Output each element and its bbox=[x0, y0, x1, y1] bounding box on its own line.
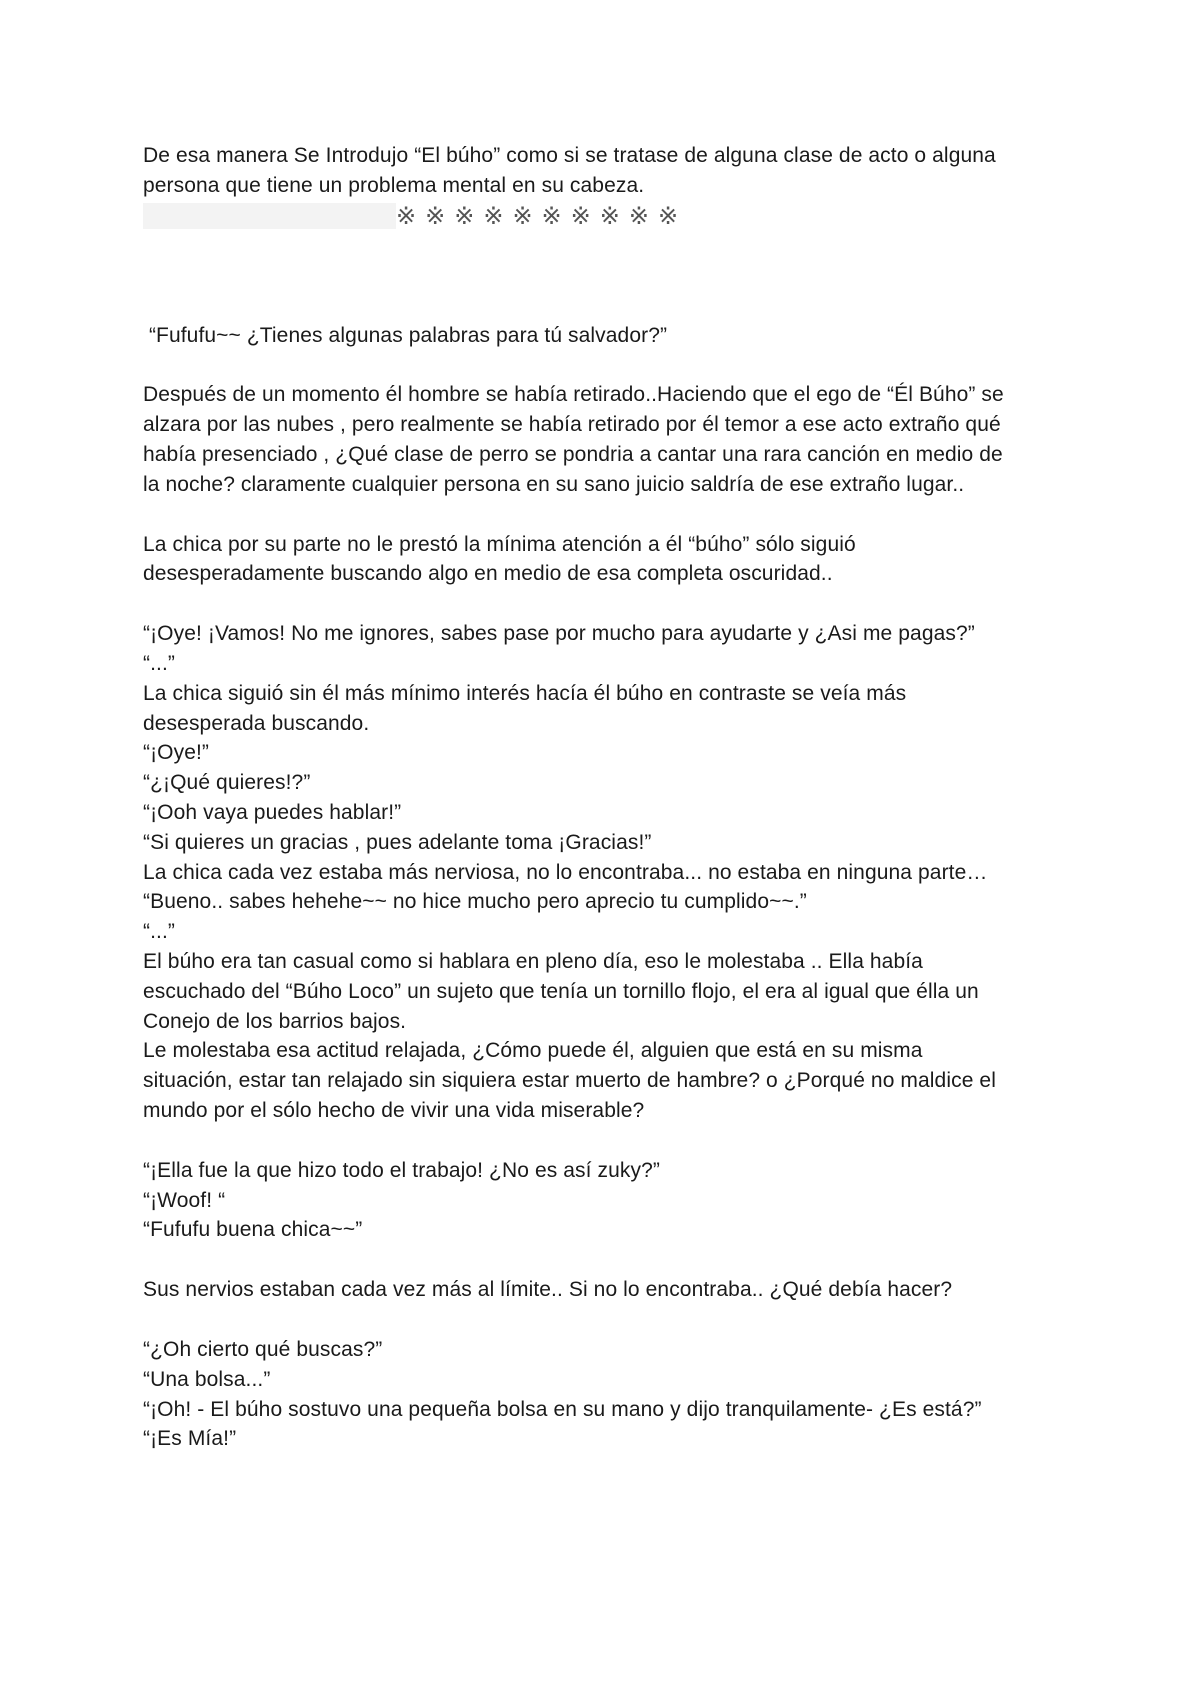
text-line: Le molestaba esa actitud relajada, ¿Cómo puede él, alguien que está en su misma bbox=[143, 1039, 923, 1063]
text-line: La chica por su parte no le prestó la mínima atención a él “búho” sólo siguió bbox=[143, 532, 856, 556]
text-line: alzara por las nubes , pero realmente se había retirado por él temor a ese acto extraño qué bbox=[143, 413, 1001, 437]
separator-highlight bbox=[143, 203, 396, 229]
text-line: “¿Oh cierto qué buscas?” bbox=[143, 1337, 383, 1361]
text-line: La chica cada vez estaba más nerviosa, no lo encontraba... no estaba en ninguna parte… bbox=[143, 860, 988, 884]
text-line: la noche? claramente cualquier persona en su sano juicio saldría de ese extraño lugar.. bbox=[143, 472, 965, 496]
scene-separator bbox=[143, 201, 1043, 231]
text-line: El búho era tan casual como si hablara en pleno día, eso le molestaba .. Ella había bbox=[143, 949, 923, 973]
text-line: situación, estar tan relajado sin siquiera estar muerto de hambre? o ¿Porqué no maldice el bbox=[143, 1069, 996, 1093]
separator-symbols: ※※※※※※※※※※ bbox=[396, 201, 688, 230]
text-line: “¡Oye!” bbox=[143, 741, 210, 765]
text-line: “¡Ella fue la que hizo todo el trabajo! ¿No es así zuky?” bbox=[143, 1158, 660, 1182]
text-line: “Fufufu~~ ¿Tienes algunas palabras para tú salvador?” bbox=[143, 323, 668, 347]
text-line: “¡Es Mía!” bbox=[143, 1427, 237, 1451]
text-line: La chica siguió sin él más mínimo interés hacía él búho en contraste se veía más bbox=[143, 681, 907, 705]
text-line: “Fufufu buena chica~~” bbox=[143, 1218, 363, 1242]
text-line: persona que tiene un problema mental en su cabeza. bbox=[143, 173, 645, 197]
text-line: “...” bbox=[143, 651, 175, 675]
text-line: “¿¡Qué quieres!?” bbox=[143, 771, 311, 795]
text-line: “¡Oye! ¡Vamos! No me ignores, sabes pase por mucho para ayudarte y ¿Asi me pagas?” bbox=[143, 622, 975, 646]
text-line: mundo por el sólo hecho de vivir una vida miserable? bbox=[143, 1098, 645, 1122]
text-line: “Si quieres un gracias , pues adelante toma ¡Gracias!” bbox=[143, 830, 652, 854]
text-line: había presenciado , ¿Qué clase de perro se pondria a cantar una rara canción en medio de bbox=[143, 442, 1003, 466]
text-line: Conejo de los barrios bajos. bbox=[143, 1009, 407, 1033]
text-line: “¡Woof! “ bbox=[143, 1188, 226, 1212]
text-line: “...” bbox=[143, 920, 175, 944]
text-line: desesperadamente buscando algo en medio de esa completa oscuridad.. bbox=[143, 562, 833, 586]
text-line: escuchado del “Búho Loco” un sujeto que tenía un tornillo flojo, el era al igual que élla un bbox=[143, 979, 979, 1003]
text-line: De esa manera Se Introdujo “El búho” como si se tratase de alguna clase de acto o alguna bbox=[143, 144, 996, 167]
text-line: desesperada buscando. bbox=[143, 711, 370, 735]
text-line: Sus nervios estaban cada vez más al límite.. Si no lo encontraba.. ¿Qué debía hacer? bbox=[143, 1278, 953, 1302]
document-body bbox=[143, 141, 1043, 1454]
text-line: “¡Oh! - El búho sostuvo una pequeña bolsa en su mano y dijo tranquilamente- ¿Es está?” bbox=[143, 1397, 982, 1421]
text-line: Después de un momento él hombre se había retirado..Haciendo que el ego de “Él Búho” se bbox=[143, 383, 1004, 407]
text-line: “Bueno.. sabes hehehe~~ no hice mucho pero aprecio tu cumplido~~.” bbox=[143, 890, 807, 914]
text-line: “¡Ooh vaya puedes hablar!” bbox=[143, 800, 402, 824]
text-line: “Una bolsa...” bbox=[143, 1367, 271, 1391]
